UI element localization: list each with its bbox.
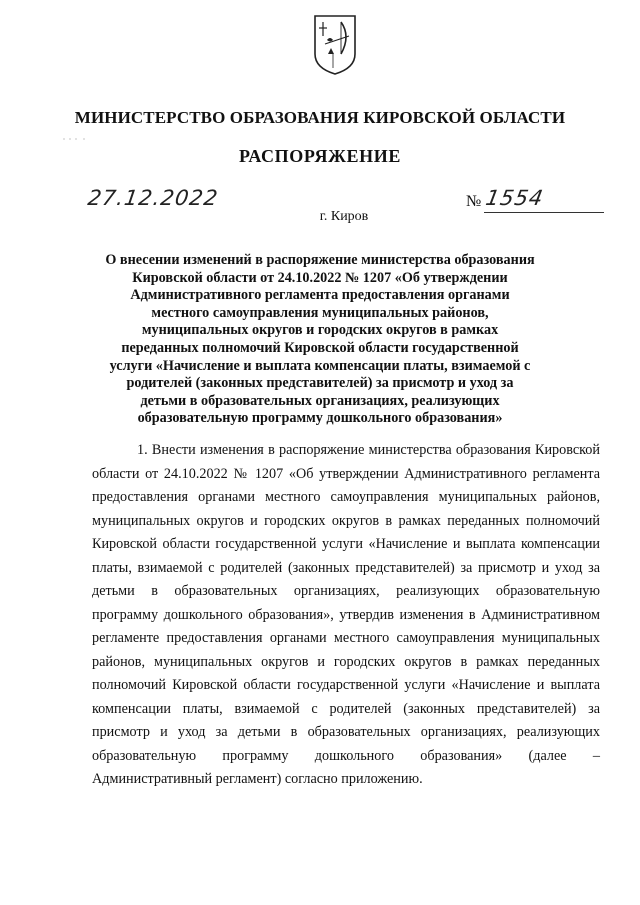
scan-specks (62, 136, 92, 142)
document-date: 27.12.2022 (86, 186, 220, 210)
document-subject: О внесении изменений в распоряжение министерства образования Кировской области от 24.10.2022 № 1207 «Об утверждении Административного регламента предоставления органами местного самоуправления муниципальных районов, муниципальных округов и городских округов в рамках переданных полномочий Кировской области государственной услуги «Начисление и выплата компенсации платы, взимаемой с родителей (законных представителей) за присмотр и уход за детьми в образовательных организациях, реализующих образовательную программу дошкольного образования» (105, 252, 535, 427)
body-paragraph-1: 1. Внести изменения в распоряжение министерства образования Кировской области от 24.10.2022 № 1207 «Об утверждении Административного регламента предоставления органами местного самоуправления муниципальных районов, муниципальных округов и городских округов в рамках переданных полномочий Кировской области государственной услуги «Начисление и выплата компенсации платы, взимаемой с родителей (законных представителей) за присмотр и уход за детьми в образовательных организациях, реализующих образовательную программу дошкольного образования», утвердив изменения в Административном регламенте предоставления органами местного самоуправления муниципальных районов, муниципальных округов и городских округов в рамках переданных полномочий Кировской области государственной услуги «Начисление и выплата компенсации платы, взимаемой с родителей (законных представителей) за присмотр и уход за детьми в образовательных организациях, реализующих образовательную программу дошкольного образования» (далее – Административный регламент) согласно приложению. (92, 442, 600, 787)
city: г. Киров (319, 209, 369, 224)
coat-of-arms-icon (313, 14, 357, 76)
number-value: 1554 (483, 186, 546, 210)
ministry-name: МИНИСТЕРСТВО ОБРАЗОВАНИЯ КИРОВСКОЙ ОБЛАСТИ (74, 108, 566, 127)
document-type: РАСПОРЯЖЕНИЕ (239, 146, 401, 166)
number-sign: № (466, 193, 482, 210)
